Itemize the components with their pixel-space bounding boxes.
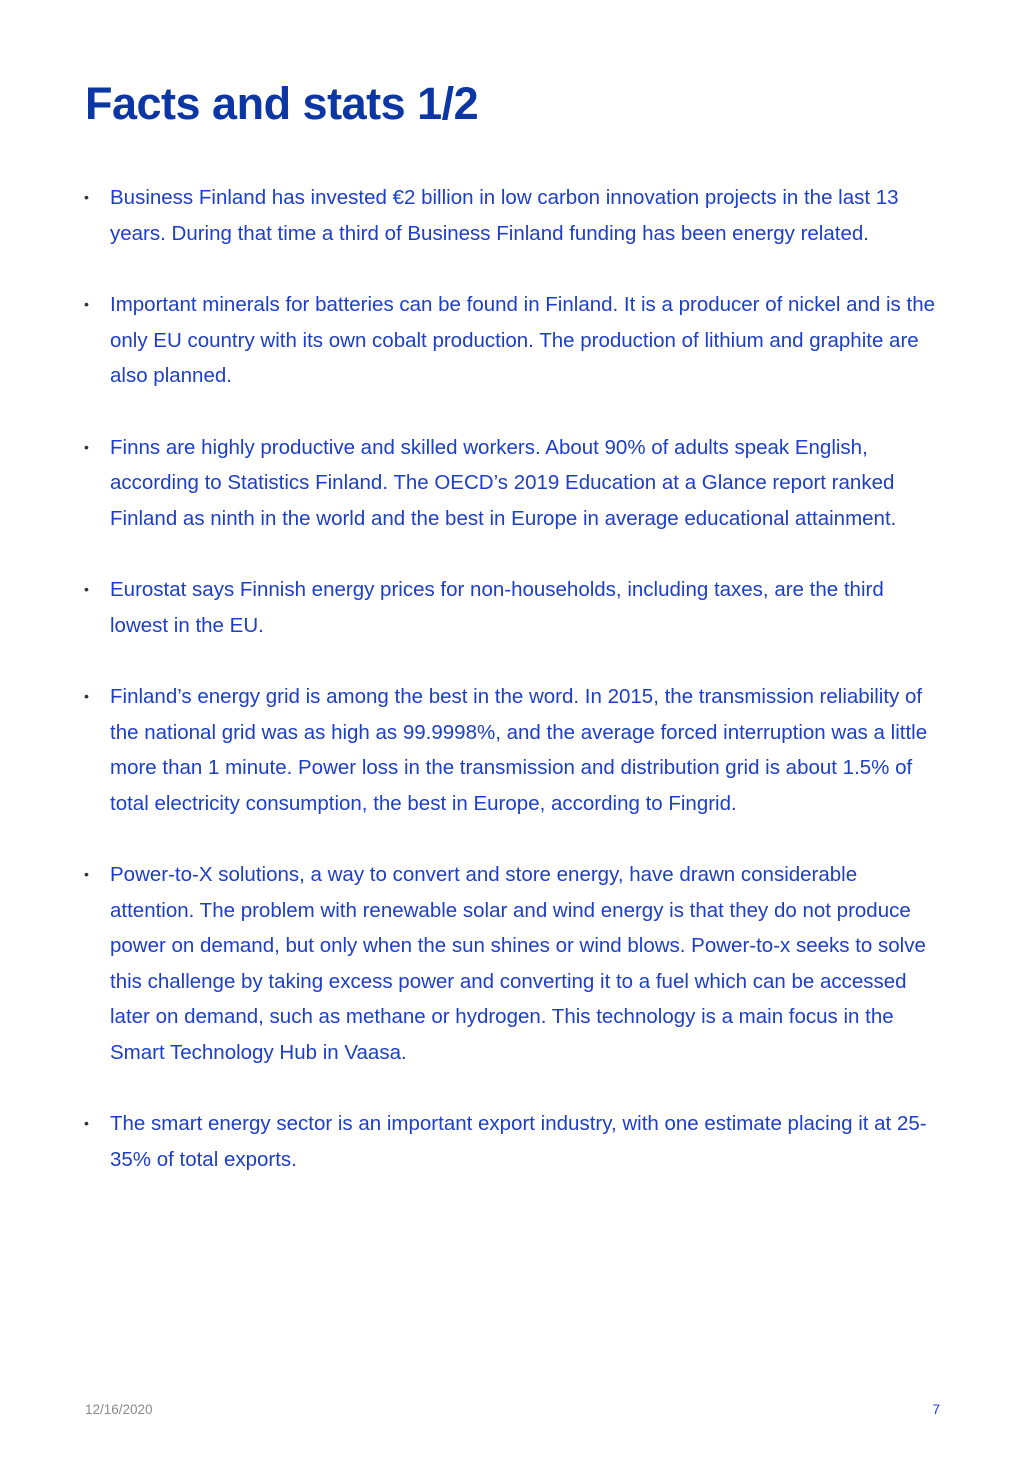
footer-date: 12/16/2020 [85, 1402, 153, 1417]
bullet-item [84, 572, 944, 643]
bullet-dot: • [84, 296, 89, 312]
bullet-dot: • [84, 688, 89, 704]
bullet-item [84, 180, 944, 251]
bullet-text: Eurostat says Finnish energy prices for non-households, including taxes, are the third lowest in the EU. [110, 578, 884, 637]
page-number: 7 [932, 1402, 940, 1417]
bullet-item [84, 679, 944, 821]
bullet-text: Important minerals for batteries can be found in Finland. It is a producer of nickel and is the only EU country with its own cobalt production. The production of lithium and graphite are also planned. [110, 293, 935, 387]
bullet-item [84, 1106, 944, 1177]
bullet-dot: • [84, 581, 89, 597]
bullet-dot: • [84, 438, 89, 455]
bullet-text: Business Finland has invested €2 billion in low carbon innovation projects in the last 13 years. During that time a third of Business Finland funding has been energy related. [110, 186, 899, 245]
bullet-dot: • [84, 1115, 89, 1131]
bullet-dot: • [84, 866, 89, 882]
bullet-text: Power-to-X solutions, a way to convert and store energy, have drawn considerable attention. The problem with renewable solar and wind energy is that they do not produce power on demand, but only when the sun shines or wind blows. Power-to-x seeks to solve this challenge by taking excess power and converting it to a fuel which can be accessed later on demand, such as methane or hydrogen. This technology is a main focus in the Smart Technology Hub in Vaasa. [110, 863, 926, 1064]
page-title: Facts and stats 1/2 [85, 78, 479, 129]
bullet-text: The smart energy sector is an important export industry, with one estimate placing it at 25-35% of total exports. [110, 1112, 927, 1171]
bullet-item [84, 430, 944, 537]
bullet-text: Finns are highly productive and skilled workers. About 90% of adults speak English, according to Statistics Finland. The OECD’s 2019 Education at a Glance report ranked Finland as ninth in the world and the best in Europe in average educational attainment. [110, 435, 897, 530]
bullet-text: Finland’s energy grid is among the best in the word. In 2015, the transmission reliability of the national grid was as high as 99.9998%, and the average forced interruption was a little more than 1 minute. Power loss in the transmission and distribution grid is about 1.5% of total electricity consumption, the best in Europe, according to Fingrid. [110, 685, 928, 815]
bullet-item [84, 287, 944, 394]
bullet-list [84, 180, 944, 1177]
bullet-dot: • [84, 189, 89, 205]
bullet-item [84, 857, 944, 1070]
